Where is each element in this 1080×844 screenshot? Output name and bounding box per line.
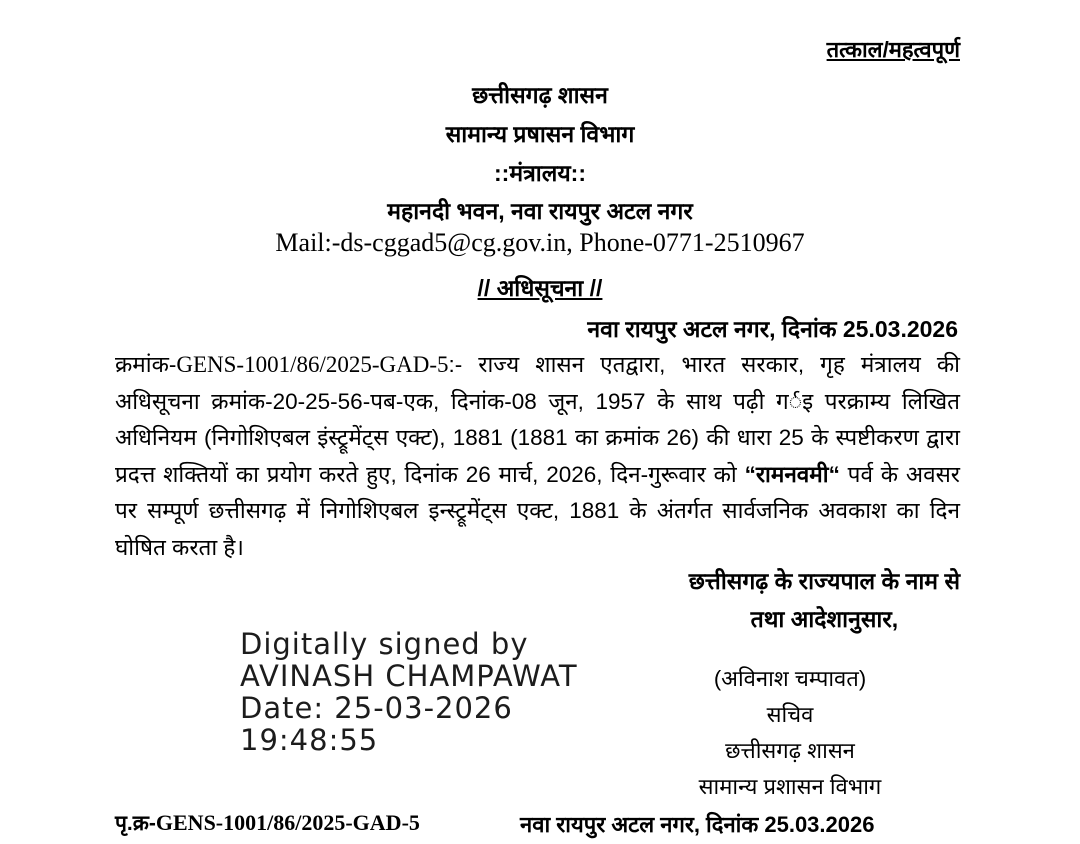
address-heading: महानदी भवन, नवा रायपुर अटल नगर xyxy=(387,198,693,224)
mantralaya-heading: ::मंत्रालय:: xyxy=(494,160,586,186)
festival-name: “रामनवमी“ xyxy=(744,461,840,487)
footer-ref xyxy=(115,809,420,837)
body-text-2: पर्व के अवसर पर सम्पूर्ण छत्तीसगढ़ में निगोशिएबल इन्स्ट्रूमेंट्स एक्ट, 1881 के अंतर्गत सार्वजनिक अवकाश का दिन घोषित करता है। xyxy=(115,461,961,560)
digital-signature-line-2: AVINASH CHAMPAWAT xyxy=(240,659,578,693)
digital-signature-line-4: 19:48:55 xyxy=(240,723,379,757)
authority-line-2: तथा आदेशानुसार, xyxy=(750,606,899,632)
footer-ref-prefix: पृ.क्र- xyxy=(115,812,156,835)
notification-title xyxy=(0,271,1080,303)
body-ref-number: GENS-1001/86/2025-GAD-5 xyxy=(176,352,449,377)
footer-ref-number: GENS-1001/86/2025-GAD-5 xyxy=(155,810,420,835)
signatory-designation: सचिव xyxy=(766,702,814,727)
govt-name-heading: छत्तीसगढ़ शासन xyxy=(472,82,608,108)
signatory-org-2: सामान्य प्रशासन विभाग xyxy=(698,774,882,799)
footer-dateline: नवा रायपुर अटल नगर, दिनांक 25.03.2026 xyxy=(520,812,875,837)
body-ref-prefix: क्रमांक- xyxy=(115,352,177,377)
signatory-block xyxy=(620,661,960,805)
notification-title-text: // अधिसूचना // xyxy=(477,275,603,301)
department-heading: सामान्य प्रषासन विभाग xyxy=(445,121,635,147)
digital-signature-line-1: Digitally signed by xyxy=(240,627,529,661)
contact-line: Mail:-ds-cggad5@cg.gov.in, Phone-0771-2510967 xyxy=(275,228,805,257)
priority-tag: तत्काल/महत्वपूर्ण xyxy=(826,37,960,62)
notification-dateline: नवा रायपुर अटल नगर, दिनांक 25.03.2026 xyxy=(587,316,958,342)
signatory-org-1: छत्तीसगढ़ शासन xyxy=(725,738,855,763)
governor-attribution xyxy=(689,562,960,638)
body-text-1: :- राज्य शासन एतद्वारा, भारत सरकार, गृह मंत्रालय की अधिसूचना क्रमांक-20-25-56-पब-एक, दिनांक-08 जून, 1957 के साथ पढ़ी गर्इ परक्राम्य लिखित अधिनियम (निगोशिएबल इंस्ट्रूमेंट्स एक्ट), 1881 (1881 का क्रमांक 26) की धारा 25 के स्पष्टीकरण द्वारा प्रदत्त शक्तियों का प्रयोग करते हुए, दिनांक 26 मार्च, 2026, दिन-गुरूवार को xyxy=(115,352,960,487)
digital-signature-block xyxy=(240,628,578,756)
signatory-name: (अविनाश चम्पावत) xyxy=(713,666,867,691)
digital-signature-line-3: Date: 25-03-2026 xyxy=(240,691,513,725)
notification-body xyxy=(115,347,960,566)
authority-line-1: छत्तीसगढ़ के राज्यपाल के नाम से xyxy=(688,568,960,594)
